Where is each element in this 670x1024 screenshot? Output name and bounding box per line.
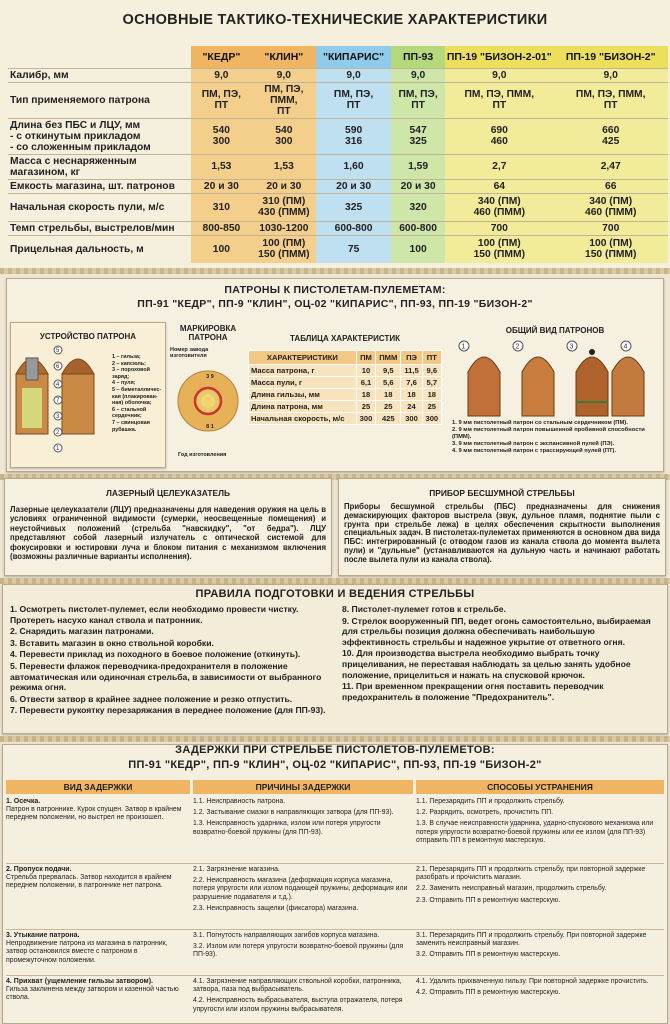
spec-cell: 700	[445, 221, 553, 235]
delay-fix: 2.2. Заменить неисправный магазин, продолжить стрельбу.	[416, 885, 607, 893]
spec-row	[8, 221, 668, 235]
delay-causes	[193, 978, 413, 1017]
char-table-cell: 5,7	[422, 377, 441, 389]
spec-cell: 100	[391, 235, 445, 263]
laser-title: ЛАЗЕРНЫЙ ЦЕЛЕУКАЗАТЕЛЬ	[106, 488, 230, 498]
spec-cell: 1,53	[252, 154, 317, 179]
rule-item: 9. Стрелок вооруженный ПП, ведет огонь самостоятельно, выбираемая для стрельбы позиция должна обеспечивать наибольшую эффективность стрельбы и надежное укрытие от ответного огня.	[342, 615, 651, 647]
delay-type	[6, 932, 190, 965]
char-table-cell: 25	[422, 401, 441, 413]
char-table-cell: 25	[376, 401, 401, 413]
delay-fix: 4.2. Отправить ПП в ремонтную мастерскую.	[416, 989, 561, 997]
delay-fix: 1.1. Перезарядить ПП и продолжить стрельбу.	[416, 798, 565, 805]
char-table-header: ПЭ	[401, 351, 422, 365]
char-table-cell: 11,5	[401, 365, 422, 377]
view-legend-item: 4. 9 мм пистолетный патрон с трассирующей пулей (ПТ).	[452, 448, 617, 454]
device-legend-item: 5 – биметалличес-кая (плакирован-ная) оболочка;	[112, 386, 162, 407]
delays-head-causes: ПРИЧИНЫ ЗАДЕРЖКИ	[193, 780, 413, 794]
spec-cell: 1030-1200	[252, 221, 317, 235]
delay-fixes	[416, 798, 666, 848]
char-table-head	[249, 351, 442, 365]
delay-causes	[193, 932, 413, 963]
marking-top-label: Номер завода изготовителя	[170, 347, 209, 359]
view-legend-item: 1. 9 мм пистолетный патрон со стальным сердечником (ПМ).	[452, 420, 628, 426]
spec-cell: 320	[391, 193, 445, 221]
spec-cell: 600-800	[316, 221, 391, 235]
delays-head-fixes: СПОСОБЫ УСТРАНЕНИЯ	[416, 780, 664, 794]
svg-text:3: 3	[569, 343, 574, 351]
cartridges-title: ПАТРОНЫ К ПИСТОЛЕТАМ-ПУЛЕМЕТАМ:	[224, 284, 446, 296]
divider	[0, 736, 670, 742]
delay-cause: 2.3. Неисправность защелки (фиксатора) магазина.	[193, 904, 359, 912]
spec-row-label: Начальная скорость пули, м/с	[8, 193, 191, 221]
delay-type-name: 4. Прихват (ущемление гильзы затвором).	[6, 978, 153, 985]
spec-cell: 547 325	[391, 118, 445, 154]
delay-fix: 2.1. Перезарядить ПП и продолжить стрельбу, при повторной задержке разобрать и прочистить магазин.	[416, 866, 646, 882]
laser-text: Лазерные целеуказатели (ЛЦУ) предназначены для наведения оружия на цель в условиях ограниченной видимости (сумерки, неосвещенные помещения) и неустойчивых положений (стрельба "навскидку", "от бедра"). ЛЦУ представляют собой лазерный излучатель с оптической системой для фокусировки и юстировки луча и блоком питания с механизмом включения (возможны различные варианты исполнения).	[10, 505, 326, 562]
char-table-header: ПММ	[376, 351, 401, 365]
char-table-cell: Длина патрона, мм	[249, 401, 357, 413]
char-table-cell: 18	[356, 389, 375, 401]
delay-type-name: 2. Пропуск подачи.	[6, 866, 72, 873]
rules-title: ПРАВИЛА ПОДГОТОВКИ И ВЕДЕНИЯ СТРЕЛЬБЫ	[195, 588, 475, 600]
spec-cell: 800-850	[191, 221, 251, 235]
delay-cause: 2.1. Загрязнение магазина.	[193, 866, 280, 873]
char-table-cell: Начальная скорость, м/с	[249, 413, 357, 425]
device-legend-item: 4 – пуля;	[112, 380, 136, 387]
char-table-header: ПМ	[356, 351, 375, 365]
divider	[0, 268, 670, 274]
delay-cause: 1.1. Неисправность патрона.	[193, 798, 286, 805]
spec-cell: 1,60	[316, 154, 391, 179]
char-table-header: ПТ	[422, 351, 441, 365]
spec-cell: 2,7	[445, 154, 553, 179]
delay-type	[6, 866, 190, 891]
spec-cell: ПМ, ПЭ, ПММ, ПТ	[553, 82, 668, 118]
delay-type-name: 1. Осечка.	[6, 798, 41, 805]
device-legend-item: 7 – свинцовая рубашка.	[112, 419, 150, 433]
cartridges-subtitle: ПП-91 "КЕДР", ПП-9 "КЛИН", ОЦ-02 "КИПАРИС", ПП-93, ПП-19 "БИЗОН-2"	[137, 298, 533, 310]
spec-row-label: Прицельная дальность, м	[8, 235, 191, 263]
delay-separator	[6, 863, 664, 864]
delay-type	[6, 978, 190, 1003]
char-table-cell: 300	[356, 413, 375, 425]
spec-cell: 9,0	[391, 68, 445, 82]
spec-cell: 540 300	[191, 118, 251, 154]
delay-separator	[6, 975, 664, 976]
page-title: ОСНОВНЫЕ ТАКТИКО-ТЕХНИЧЕСКИЕ ХАРАКТЕРИСТИКИ	[122, 12, 548, 28]
col-pp93: ПП-93	[391, 46, 445, 68]
char-table	[248, 350, 442, 425]
delay-type-desc: Непродвижение патрона из магазина в патронник, затвор остановился вместе с патроном в промежуточном положении.	[6, 940, 168, 964]
spec-cell: 340 (ПМ) 460 (ПММ)	[553, 193, 668, 221]
spec-table	[8, 46, 668, 263]
marking-num-bot: 8 1	[206, 424, 214, 430]
cartridges-view	[456, 338, 656, 420]
device-legend-item: 1 – гильза;	[112, 354, 141, 360]
char-table-cell: 18	[422, 389, 441, 401]
rule-item: 2. Снарядить магазин патронами.	[10, 626, 154, 637]
spec-cell: ПМ, ПЭ, ПТ	[391, 82, 445, 118]
delay-causes	[193, 798, 413, 840]
rules-left	[10, 604, 328, 717]
delay-cause: 3.1. Погнутость направляющих загибов корпуса магазина.	[193, 932, 380, 939]
char-table-row	[249, 401, 442, 413]
spec-row	[8, 193, 668, 221]
spec-cell: 9,0	[445, 68, 553, 82]
rule-item: 8. Пистолет-пулемет готов к стрельбе.	[342, 604, 506, 614]
spec-cell: 660 425	[553, 118, 668, 154]
char-table-cell: 18	[401, 389, 422, 401]
spec-cell: ПМ, ПЭ, ПТ	[316, 82, 391, 118]
device-legend	[112, 354, 166, 433]
spec-row-label: Длина без ПБС и ЛЦУ, мм - с откинутым прикладом - со сложенным прикладом	[8, 118, 191, 154]
spec-cell: 9,0	[252, 68, 317, 82]
delay-type-desc: Гильза заклинена между затвором и казенной частью ствола.	[6, 986, 179, 1002]
svg-text:2: 2	[56, 430, 60, 436]
spec-cell: 2,47	[553, 154, 668, 179]
svg-text:3: 3	[56, 414, 60, 420]
delay-fix: 3.2. Отправить ПП в ремонтную мастерскую.	[416, 951, 561, 959]
spec-cell: 20 и 30	[391, 179, 445, 193]
col-bizon201: ПП-19 "БИЗОН-2-01"	[445, 46, 553, 68]
delay-type-desc: Стрельба прервалась. Затвор находится в крайнем переднем положении, в патроннике нет патрона.	[6, 874, 172, 890]
char-table-header: ХАРАКТЕРИСТИКИ	[249, 351, 357, 365]
char-table-cell: 25	[356, 401, 375, 413]
spec-row-label: Масса с неснаряженным магазином, кг	[8, 154, 191, 179]
svg-text:5: 5	[56, 348, 60, 354]
char-table-row	[249, 389, 442, 401]
rule-item: 1. Осмотреть пистолет-пулемет, если необходимо провести чистку. Протереть насухо канал ствола и патронник.	[10, 604, 299, 625]
rule-item: 11. При временном прекращении огня поставить переводчик предохранитель в положение "Предохранитель".	[342, 681, 604, 702]
spec-row	[8, 82, 668, 118]
delay-cause: 4.1. Загрязнение направляющих ствольной коробки, патронника, затвора, паза под выбрасыватель.	[193, 978, 402, 994]
svg-text:1: 1	[56, 446, 60, 452]
delay-cause: 3.2. Излом или потеря упругости возвратно-боевой пружины (для ПП-93).	[193, 943, 404, 959]
marking-title: МАРКИРОВКА ПАТРОНА	[179, 324, 237, 342]
char-table-row	[249, 413, 442, 425]
char-table-cell: Длина гильзы, мм	[249, 389, 357, 401]
spec-cell: ПМ, ПЭ, ПТ	[191, 82, 251, 118]
spec-cell: 66	[553, 179, 668, 193]
char-table-cell: 10	[356, 365, 375, 377]
char-table-cell: 9,6	[422, 365, 441, 377]
spec-row	[8, 179, 668, 193]
delay-fix: 4.1. Удалить прихваченную гильзу. При повторной задержке прочистить.	[416, 978, 649, 985]
spec-cell: 340 (ПМ) 460 (ПММ)	[445, 193, 553, 221]
svg-text:7: 7	[56, 398, 60, 404]
view-legend-item: 3. 9 мм пистолетный патрон с экспансивной пулей (ПЭ).	[452, 441, 615, 447]
rule-item: 7. Перевести рукоятку перезаряжания в переднее положение (для ПП-93).	[10, 705, 326, 716]
char-table-cell: Масса пули, г	[249, 377, 357, 389]
spec-cell: 690 460	[445, 118, 553, 154]
char-table-cell: Масса патрона, г	[249, 365, 357, 377]
rules-right	[342, 604, 660, 703]
delay-cause: 1.3. Неисправность ударника, излом или потеря упругости возвратно-боевой пружины (для ПП-93).	[193, 820, 381, 836]
rule-item: 6. Отвести затвор в крайнее заднее положение и резко отпустить.	[10, 693, 293, 704]
spec-row-label: Калибр, мм	[8, 68, 191, 82]
col-kiparis: "КИПАРИС"	[316, 46, 391, 68]
spec-row	[8, 68, 668, 82]
spec-cell: 75	[316, 235, 391, 263]
char-table-cell: 7,6	[401, 377, 422, 389]
spec-cell: 20 и 30	[191, 179, 251, 193]
char-table-cell: 300	[422, 413, 441, 425]
svg-text:4: 4	[623, 343, 628, 351]
delay-fixes	[416, 932, 666, 963]
spec-cell: 100 (ПМ) 150 (ПММ)	[553, 235, 668, 263]
delay-fixes	[416, 978, 666, 1000]
char-table-title: ТАБЛИЦА ХАРАКТЕРИСТИК	[290, 334, 400, 343]
char-table-row	[249, 365, 442, 377]
delays-title: ЗАДЕРЖКИ ПРИ СТРЕЛЬБЕ ПИСТОЛЕТОВ-ПУЛЕМЕТОВ:	[175, 744, 495, 756]
delay-type-name: 3. Утыкание патрона.	[6, 932, 80, 939]
device-legend-item: 3 – пороховой заряд;	[112, 367, 150, 380]
spec-row	[8, 154, 668, 179]
rule-item: 4. Перевести приклад из походного в боевое положение (откинуть).	[10, 649, 301, 660]
silencer-text: Приборы бесшумной стрельбы (ПБС) предназначены для снижения демаскирующих факторов выстрела (звук, дульное пламя, поднятие пыли с грунта при стрельбе лежа) в целях обеспечения скрытности выполнения специальных задач. В пистолетах-пулеметах применяются в основном два вида ПБС: интегрированный (с отводом газов из канала ствола до момента вылета пули) и "дульные" (устанавливаются на дульную часть и начинают работать после вылета пули из канала ствола).	[344, 502, 660, 564]
delays-subtitle: ПП-91 "КЕДР", ПП-9 "КЛИН", ОЦ-02 "КИПАРИС", ПП-93, ПП-19 "БИЗОН-2"	[128, 759, 542, 771]
spec-cell: 1,59	[391, 154, 445, 179]
svg-text:2: 2	[515, 343, 520, 351]
device-title: УСТРОЙСТВО ПАТРОНА	[39, 332, 137, 341]
view-legend-item: 2. 9 мм пистолетный патрон повышенной пробивной способности (ПММ).	[452, 427, 645, 440]
rule-item: 3. Вставить магазин в окно ствольной коробки.	[10, 637, 214, 648]
spec-cell: 310 (ПМ) 430 (ПММ)	[252, 193, 317, 221]
cartridge-cutaway	[12, 344, 112, 454]
delay-fix: 1.2. Разрядить, осмотреть, прочистить ПП.	[416, 809, 554, 817]
spec-cell: 310	[191, 193, 251, 221]
svg-text:4: 4	[56, 382, 60, 388]
char-table-cell: 300	[401, 413, 422, 425]
spec-cell: 9,0	[553, 68, 668, 82]
marking-num-top: 3 9	[206, 374, 214, 380]
spec-cell: 100	[191, 235, 251, 263]
rule-item: 5. Перевести флажок переводчика-предохранителя в положение автоматическая или одиночная стрельба, в зависимости от выбранного режима огня.	[10, 660, 322, 693]
spec-row	[8, 235, 668, 263]
spec-row-label: Тип применяемого патрона	[8, 82, 191, 118]
device-legend-item: 6 – стальной сердечник;	[112, 406, 147, 420]
spec-cell: 64	[445, 179, 553, 193]
delay-fix: 2.3. Отправить ПП в ремонтную мастерскую.	[416, 896, 561, 904]
rule-item: 10. Для производства выстрела необходимо выбрать точку прицеливания, не переставая наблюдать за целью занять удобное положение, прицелиться и нажать на спусковой крючок.	[342, 648, 631, 680]
char-table-row	[249, 377, 442, 389]
svg-text:1: 1	[461, 343, 466, 351]
spec-cell: ПМ, ПЭ, ПММ, ПТ	[445, 82, 553, 118]
view-title: ОБЩИЙ ВИД ПАТРОНОВ	[505, 326, 605, 335]
delays-head-type: ВИД ЗАДЕРЖКИ	[6, 780, 190, 794]
col-kedr: "КЕДР"	[191, 46, 251, 68]
delay-type	[6, 798, 190, 823]
delay-fixes	[416, 866, 666, 908]
silencer-title: ПРИБОР БЕСШУМНОЙ СТРЕЛЬБЫ	[429, 488, 575, 498]
col-klin: "КЛИН"	[252, 46, 317, 68]
spec-cell: 100 (ПМ) 150 (ПММ)	[445, 235, 553, 263]
marking-bottom-label: Год изготовления	[178, 452, 227, 458]
spec-cell: ПМ, ПЭ, ПММ, ПТ	[252, 82, 317, 118]
char-table-cell: 425	[376, 413, 401, 425]
spec-cell: 700	[553, 221, 668, 235]
device-legend-item: 2 – капсюль;	[112, 360, 146, 367]
delay-cause: 4.2. Неисправность выбрасывателя, выступа отражателя, потеря упругости или излом пружины выбрасывателя.	[193, 997, 403, 1013]
char-table-cell: 5,6	[376, 377, 401, 389]
spec-cell: 100 (ПМ) 150 (ПММ)	[252, 235, 317, 263]
spec-cell: 20 и 30	[252, 179, 317, 193]
char-table-cell: 24	[401, 401, 422, 413]
view-legend	[452, 420, 662, 455]
delay-fix: 3.1. Перезарядить ПП и продолжить стрельбу. При повторной задержке заменить неисправный магазин.	[416, 932, 647, 948]
delays-body	[6, 798, 666, 1020]
spec-row-label: Темп стрельбы, выстрелов/мин	[8, 221, 191, 235]
delay-separator	[6, 929, 664, 930]
delay-cause: 2.2. Неисправность магазина (деформация корпуса магазина, потеря упругости или излом подающей пружины, деформация или разрушение подавателя и т.д.).	[193, 877, 408, 901]
char-table-cell: 9,5	[376, 365, 401, 377]
delay-fix: 1.3. В случае неисправности ударника, ударно-спускового механизма или потеря упругости возвратно-боевой пружины или ее излом (для ПП-93) отправить ПП в ремонтную мастерскую.	[416, 820, 654, 844]
delay-causes	[193, 866, 413, 916]
char-table-cell: 6,1	[356, 377, 375, 389]
spec-cell: 9,0	[191, 68, 251, 82]
spec-cell: 600-800	[391, 221, 445, 235]
spec-cell: 540 300	[252, 118, 317, 154]
col-bizon2: ПП-19 "БИЗОН-2"	[553, 46, 668, 68]
spec-cell: 590 316	[316, 118, 391, 154]
delay-type-desc: Патрон в патроннике. Курок спущен. Затвор в крайнем переднем положении, но выстрел не произошел.	[6, 806, 182, 822]
delay-cause: 1.2. Застывание смазки в направляющих затвора (для ПП-93).	[193, 809, 394, 817]
spec-cell: 20 и 30	[316, 179, 391, 193]
spec-cell: 9,0	[316, 68, 391, 82]
spec-cell: 1,53	[191, 154, 251, 179]
char-table-cell: 18	[376, 389, 401, 401]
spec-row-label: Емкость магазина, шт. патронов	[8, 179, 191, 193]
spec-row	[8, 118, 668, 154]
svg-text:6: 6	[56, 364, 60, 370]
spec-cell: 325	[316, 193, 391, 221]
